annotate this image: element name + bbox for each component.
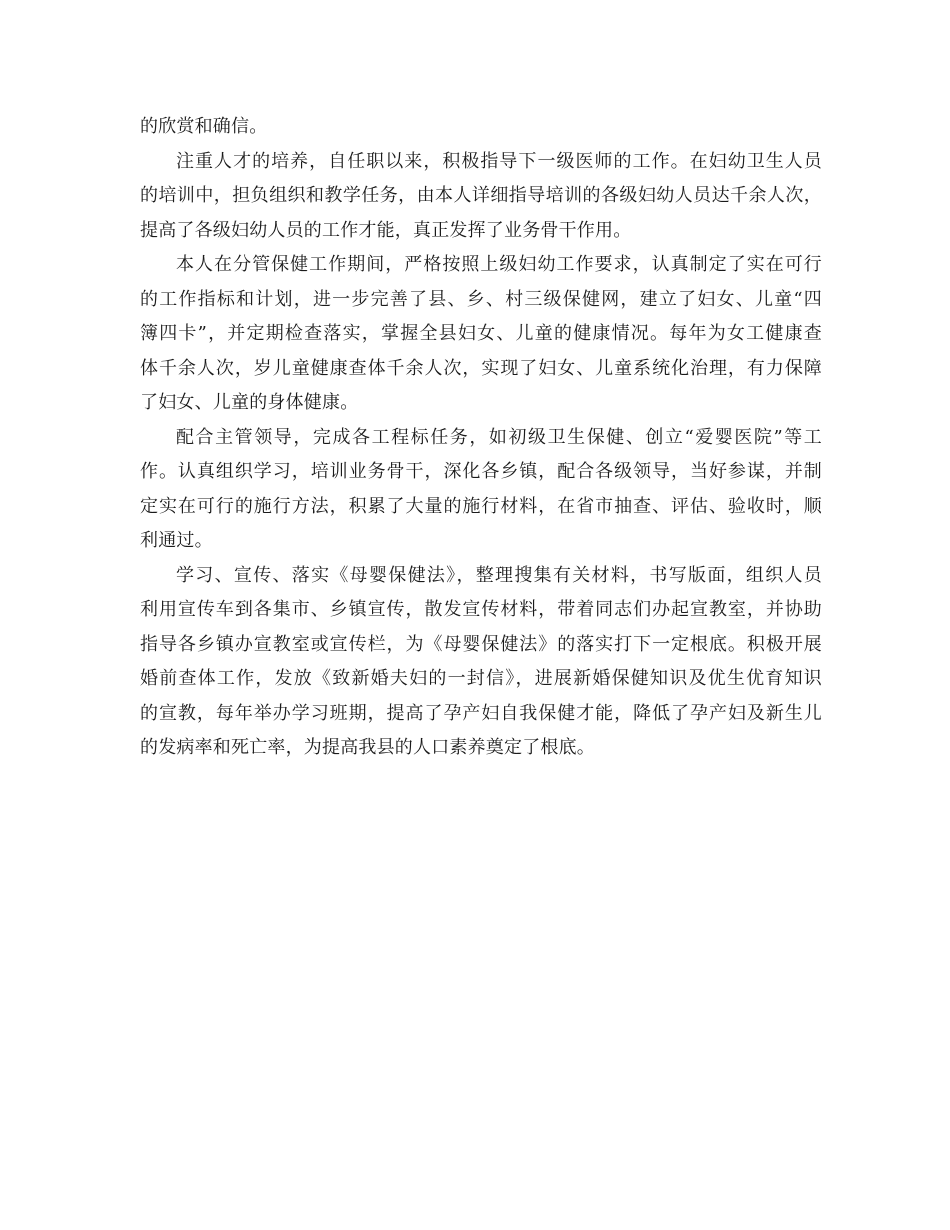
text-line: 学习、宣传、落实《母婴保健法》，整理搜集有关材料，书写版面，组织人员 <box>176 564 822 586</box>
text-line: 体千余人次，岁儿童健康查体千余人次，实现了妇女、儿童系统化治理，有力保障 <box>140 357 822 379</box>
paragraph <box>140 110 822 145</box>
paragraph <box>140 248 822 421</box>
text-line: 作。认真组织学习，培训业务骨干，深化各乡镇，配合各级领导，当好参谋，并制 <box>140 461 822 482</box>
text-line: 婚前查体工作，发放《致新婚夫妇的一封信》，进展新婚保健知识及优生优育知识 <box>140 668 822 689</box>
text-line: 配合主管领导，完成各工程标任务，如初级卫生保健、创立“爱婴医院”等工 <box>176 426 822 448</box>
text-line: 的欣赏和确信。 <box>140 116 268 137</box>
text-line: 指导各乡镇办宣教室或宣传栏，为《母婴保健法》的落实打下一定根底。积极开展 <box>140 633 822 655</box>
paragraph <box>140 145 822 249</box>
text-line: 簿四卡”，并定期检查落实，掌握全县妇女、儿童的健康情况。每年为女工健康查 <box>140 323 822 344</box>
paragraph <box>140 559 822 766</box>
document-body <box>140 110 822 766</box>
text-line: 了妇女、儿童的身体健康。 <box>140 392 359 413</box>
text-line: 定实在可行的施行方法，积累了大量的施行材料，在省市抽查、评估、验收时，顺 <box>140 495 822 517</box>
text-line: 提高了各级妇幼人员的工作才能，真正发挥了业务骨干作用。 <box>140 219 632 241</box>
text-line: 的培训中，担负组织和教学任务，由本人详细指导培训的各级妇幼人员达千余人次， <box>140 185 822 206</box>
text-line: 利通过。 <box>140 530 213 551</box>
text-line: 注重人才的培养，自任职以来，积极指导下一级医师的工作。在妇幼卫生人员 <box>176 150 822 172</box>
text-line: 的工作指标和计划，进一步完善了县、乡、村三级保健网，建立了妇女、儿童“四 <box>140 288 822 310</box>
text-line: 的发病率和死亡率，为提高我县的人口素养奠定了根底。 <box>140 737 595 758</box>
text-line: 利用宣传车到各集市、乡镇宣传，散发宣传材料，带着同志们办起宣教室，并协助 <box>140 599 822 620</box>
paragraph <box>140 421 822 559</box>
text-line: 本人在分管保健工作期间，严格按照上级妇幼工作要求，认真制定了实在可行 <box>176 254 822 275</box>
text-line: 的宣教，每年举办学习班期，提高了孕产妇自我保健才能，降低了孕产妇及新生儿 <box>140 702 822 724</box>
